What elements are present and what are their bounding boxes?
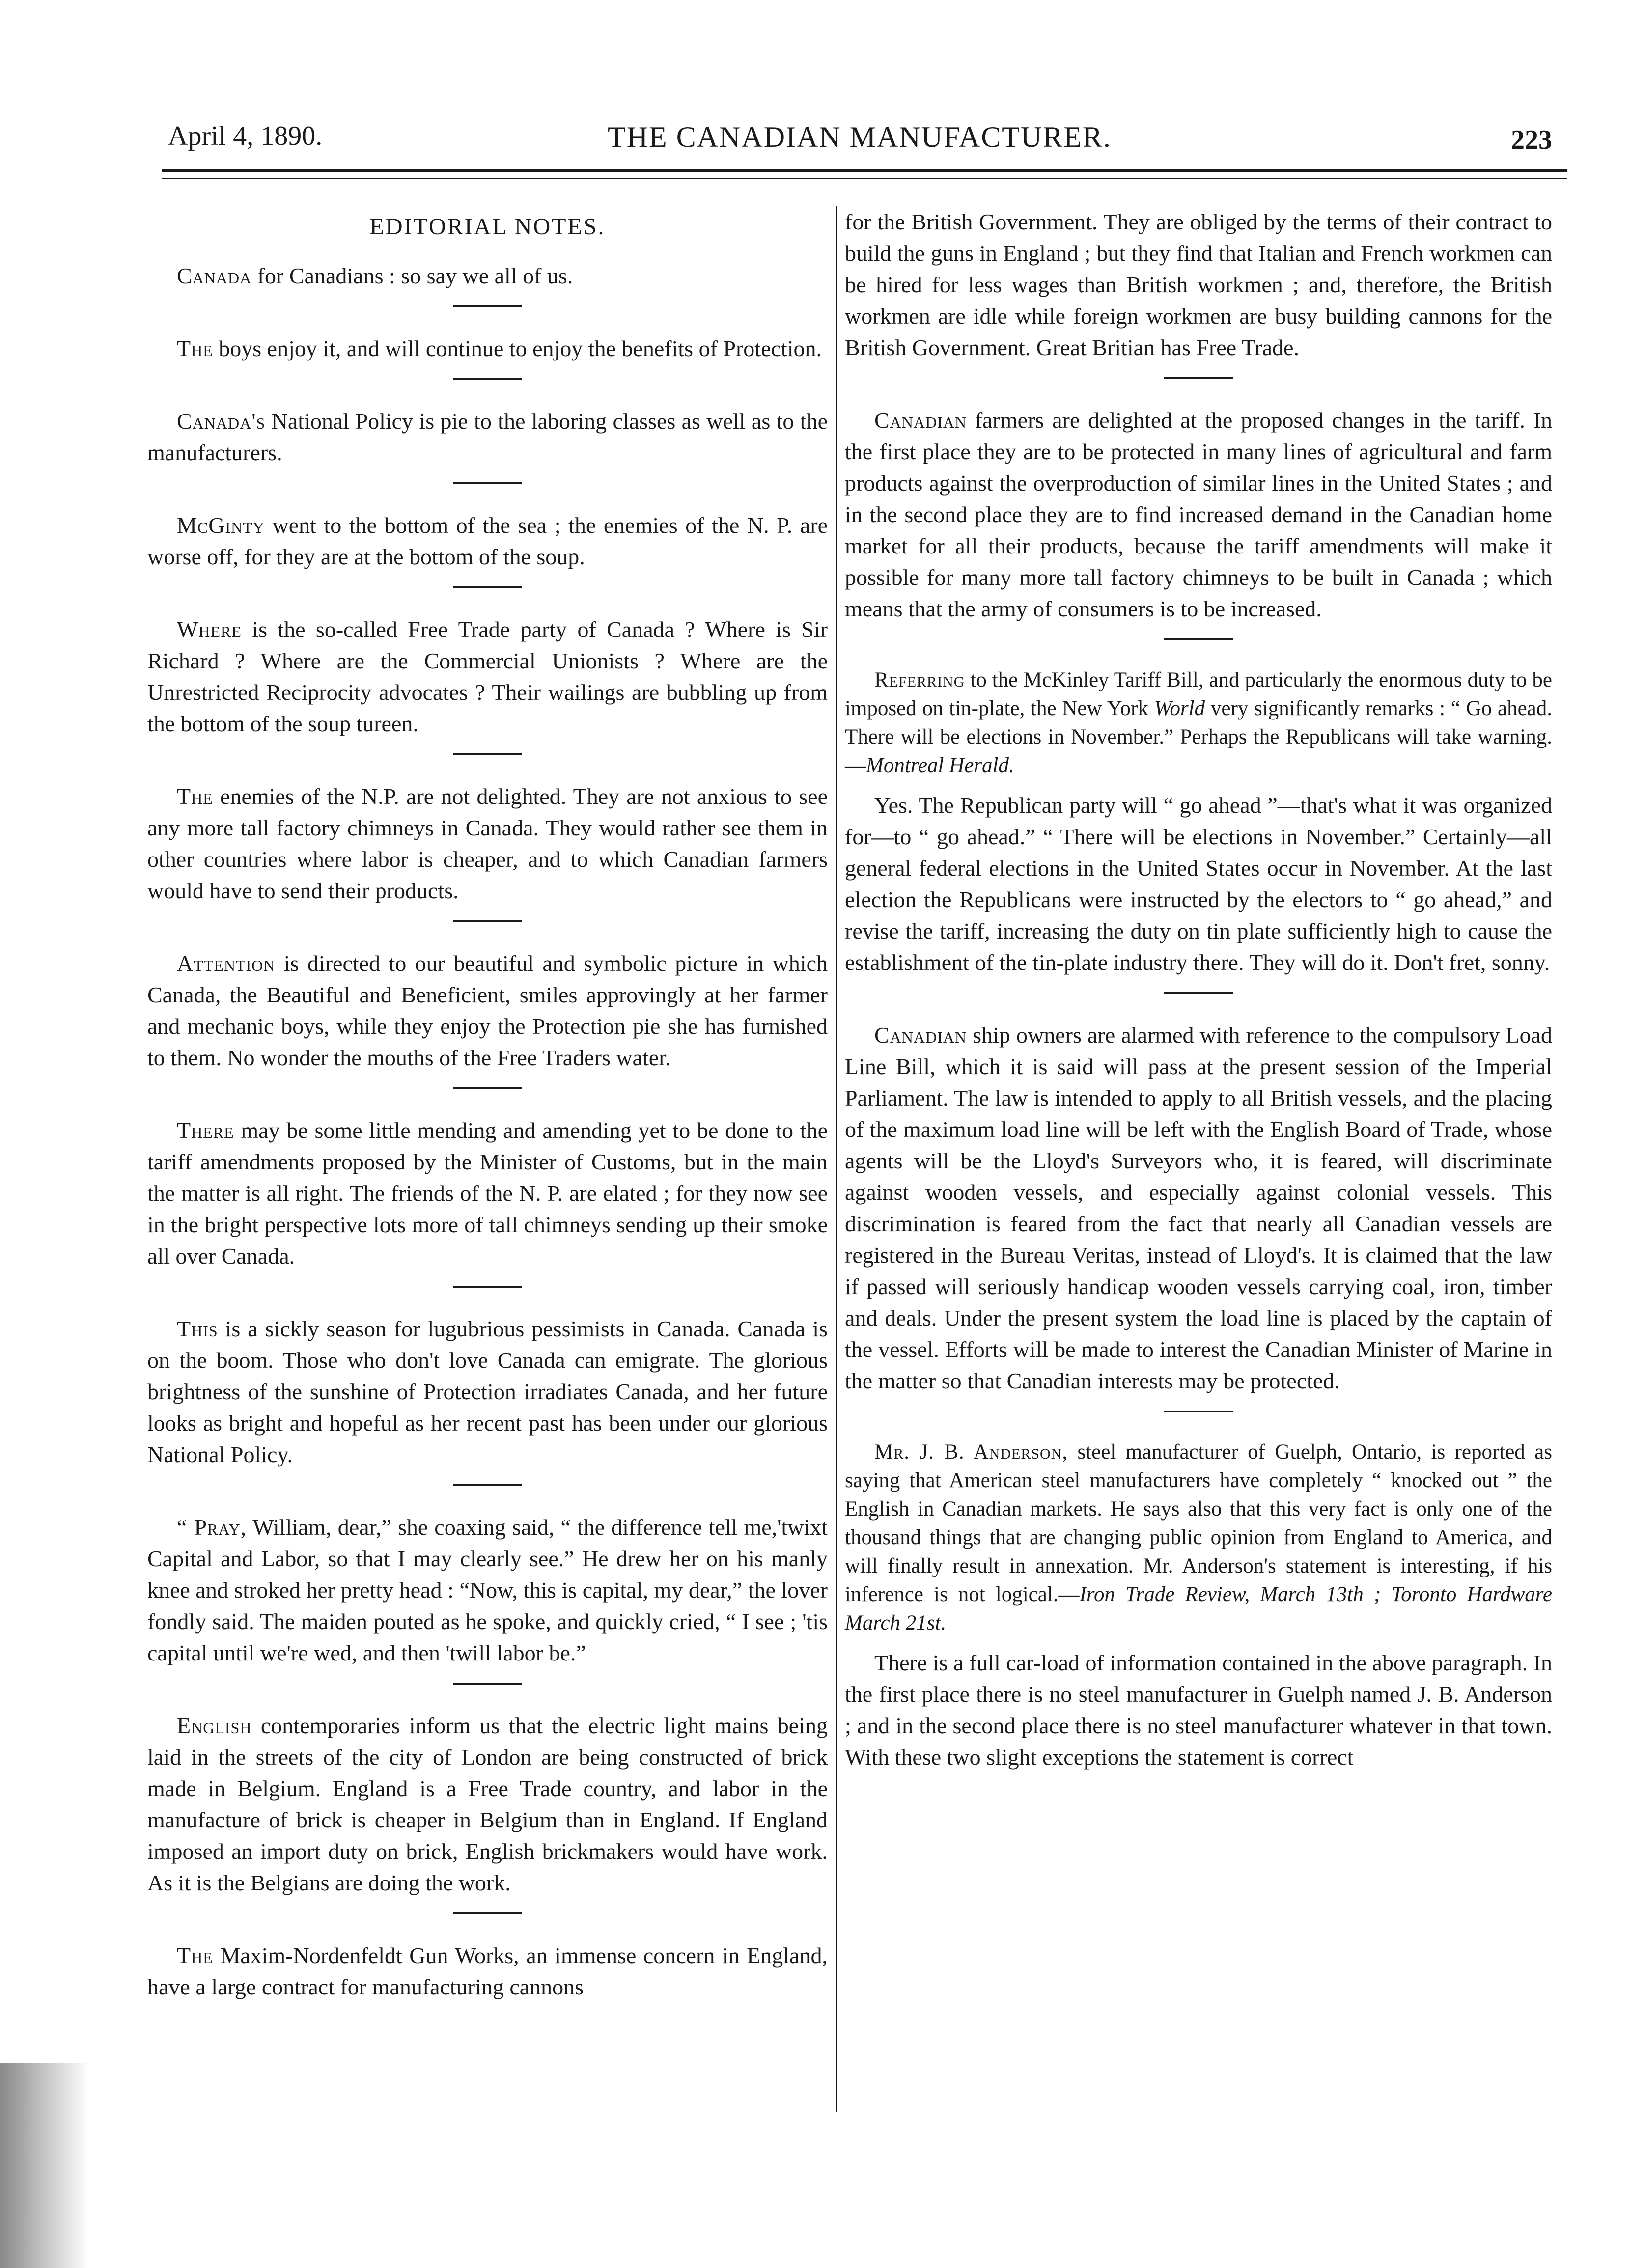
note-lead: Canadian: [874, 408, 967, 433]
quoted-extract: [845, 666, 1552, 780]
header-rule-thick: [162, 169, 1567, 172]
note-lead: Referring: [874, 668, 965, 691]
note-text: Maxim-Nordenfeldt Gun Works, an immense concern in England, have a large contract for manufacturing cannons: [147, 1943, 828, 1999]
note-lead: Attention: [177, 951, 276, 976]
column-divider: [836, 206, 837, 2112]
separator: [453, 378, 522, 380]
separator: [1164, 377, 1233, 379]
note-text: ship owners are alarmed with reference to the compulsory Load Line Bill, which it is said will pass at the present session of the Imperial Parliament. The law is intended to apply to all British vessels, and the placing of the maximum load line will be left with the English Board of Trade, whose agents will be the Lloyd's Surveyors who, it is feared, will discriminate against wooden vessels, and especially against colonial vessels. This discrimination is feared from the fact that nearly all Canadian vessels are registered in the Bureau Veritas, instead of Lloyd's. It is claimed that the law if passed will seriously handicap wooden vessels carrying coal, iron, timber and deals. Under the present system the load line is placed by the captain of the vessel. Efforts will be made to interest the Canadian Minister of Marine in the matter so that Canadian interests may be protected.: [845, 1023, 1552, 1393]
binding-shadow: [0, 2063, 88, 2268]
editorial-note: [147, 781, 828, 907]
note-lead: The: [177, 1943, 213, 1968]
separator: [1164, 638, 1233, 640]
note-lead: Canada: [177, 263, 252, 288]
editorial-note: [147, 333, 828, 364]
newspaper-name: World: [1154, 697, 1205, 720]
section-heading: EDITORIAL NOTES.: [369, 214, 606, 240]
note-lead: The: [177, 784, 213, 809]
editorial-note: [147, 1940, 828, 2003]
editorial-note: [147, 406, 828, 469]
note-lead: Canadian: [874, 1023, 967, 1048]
note-lead: There: [177, 1118, 234, 1143]
separator: [453, 1683, 522, 1685]
editorial-note: [147, 1512, 828, 1669]
editorial-note: [845, 1020, 1552, 1397]
note-lead: Mr. J. B. Anderson,: [874, 1440, 1068, 1464]
separator: [453, 1912, 522, 1914]
separator: [453, 482, 522, 484]
note-lead: Where: [177, 617, 242, 642]
separator: [1164, 992, 1233, 994]
separator: [1164, 1411, 1233, 1412]
editorial-note: [147, 260, 828, 292]
separator: [453, 1484, 522, 1486]
editorial-note: [845, 405, 1552, 625]
note-text: enemies of the N.P. are not delighted. They are not anxious to see any more tall factory chimneys in Canada. They would rather see them in other countries where labor is cheaper, and to which Canadian farmers would have to send their products.: [147, 784, 828, 903]
note-text: went to the bottom of the sea ; the enemies of the N. P. are worse off, for they are at the bottom of the soup.: [147, 513, 828, 569]
note-text: farmers are delighted at the proposed changes in the tariff. In the first place they are to be protected in many lines of agricultural and farm products against the overproduction of similar lines in the United States ; and in the second place they are to find increased demand in the Canadian home market for all their products, because the tariff amendments will make it possible for many more tall factory chimneys to be built in Canada ; which means that the army of consumers is to be increased.: [845, 408, 1552, 621]
note-text: very significantly remarks : “ Go ahead. There will be elections in November.” Perhaps the Republicans will take warning.—: [845, 697, 1552, 777]
note-text: National Policy is pie to the laboring classes as well as to the manufacturers.: [147, 409, 828, 465]
note-text: is a sickly season for lugubrious pessimists in Canada. Canada is on the boom. Those who don't love Canada can emigrate. The glorious brightness of the sunshine of Protection irradiates Canada, and her future looks as bright and hopeful as her recent past has been under our glorious National Policy.: [147, 1316, 828, 1467]
right-column: [845, 206, 1552, 1783]
issue-date: April 4, 1890.: [168, 121, 323, 151]
note-text: boys enjoy it, and will continue to enjoy the benefits of Protection.: [213, 336, 822, 361]
editorial-note: [147, 510, 828, 573]
separator: [453, 753, 522, 755]
separator: [453, 586, 522, 588]
separator: [453, 920, 522, 922]
editorial-note: [147, 1313, 828, 1470]
note-text: is directed to our beautiful and symbolic picture in which Canada, the Beautiful and Beneficient, smiles approvingly at her farmer and mechanic boys, while they enjoy the Protection pie she has furnished to them. No wonder the mouths of the Free Traders water.: [147, 951, 828, 1070]
running-head: [162, 120, 1557, 165]
editorial-note: [147, 1710, 828, 1899]
left-column: [147, 206, 828, 2013]
note-lead: The: [177, 336, 213, 361]
editorial-reply: There is a full car-load of information contained in the above paragraph. In the first place there is no steel manufacturer in Guelph named J. B. Anderson ; and in the second place there is no steel manufacturer whatever in that town. With these two slight exceptions the statement is correct: [845, 1650, 1552, 1770]
header-rule-thin: [162, 178, 1567, 179]
note-text: contemporaries inform us that the electric light mains being laid in the streets of the city of London are being constructed of brick made in Belgium. England is a Free Trade country, and labor in the manufacture of brick is cheaper in Belgium than in England. If England imposed an import duty on brick, English brickmakers would have work. As it is the Belgians are doing the work.: [147, 1713, 828, 1895]
editorial-reply: Yes. The Republican party will “ go ahead ”—that's what it was organized for—to “ go ahead.” “ There will be elections in November.” Certainly—all general federal elections in the United States occur in November. At the last election the Republicans were instructed by the electors to “ go ahead,” and revise the tariff, increasing the duty on tin plate sufficiently high to cause the establishment of the tin-plate industry there. They will do it. Don't fret, sonny.: [845, 793, 1552, 975]
quote-source: Montreal Herald.: [866, 754, 1014, 777]
editorial-note: [147, 1115, 828, 1272]
note-text: may be some little mending and amending yet to be done to the tariff amendments proposed by the Minister of Customs, but in the main the matter is all right. The friends of the N. P. are elated ; for they now see in the bright perspective lots more of tall chimneys sending up their smoke all over Canada.: [147, 1118, 828, 1269]
page-number: 223: [1511, 125, 1552, 155]
note-lead: McGinty: [177, 513, 265, 538]
note-text: steel manufacturer of Guelph, Ontario, is reported as saying that American steel manufacturers have completely “ knocked out ” the English in Canadian markets. He says also that this very fact is only one of the thousand things that are changing public opinion from England to America, and will finally result in annexation. Mr. Anderson's statement is interesting, if his inference is not logical.—: [845, 1440, 1552, 1606]
publication-title: THE CANADIAN MANUFACTURER.: [608, 121, 1112, 153]
note-lead: This: [177, 1316, 218, 1341]
quoted-extract: [845, 1438, 1552, 1637]
note-lead: English: [177, 1713, 252, 1738]
separator: [453, 305, 522, 307]
editorial-note: [147, 614, 828, 740]
continued-paragraph: for the British Government. They are obliged by the terms of their contract to build the guns in England ; but they find that Italian and French workmen can be hired for less wages than British workmen ; and, therefore, the British workmen are idle while foreign workmen are busy building cannons for the British Government. Great Britian has Free Trade.: [845, 209, 1552, 360]
note-lead: “ Pray,: [177, 1515, 247, 1540]
note-text: for Canadians : so say we all of us.: [251, 263, 573, 288]
separator: [453, 1087, 522, 1089]
note-text: to the McKinley Tariff Bill, and particularly the enormous duty to be imposed on tin-plate, the New York: [845, 668, 1552, 720]
separator: [453, 1286, 522, 1288]
quote-source: Iron Trade Review, March 13th ; Toronto Hardware March 21st.: [845, 1583, 1552, 1634]
note-text: William, dear,” she coaxing said, “ the difference tell me,'twixt Capital and Labor, so that I may clearly see.” He drew her on his manly knee and stroked her pretty head : “Now, this is capital, my dear,” the lover fondly said. The maiden pouted as he spoke, and quickly cried, “ I see ; 'tis capital until we're wed, and then 'twill labor be.”: [147, 1515, 828, 1665]
note-lead: Canada's: [177, 409, 266, 434]
note-text: is the so-called Free Trade party of Canada ? Where is Sir Richard ? Where are the Commercial Unionists ? Where are the Unrestricted Reciprocity advocates ? Their wailings are bubbling up from the bottom of the soup tureen.: [147, 617, 828, 736]
editorial-note: [147, 948, 828, 1074]
